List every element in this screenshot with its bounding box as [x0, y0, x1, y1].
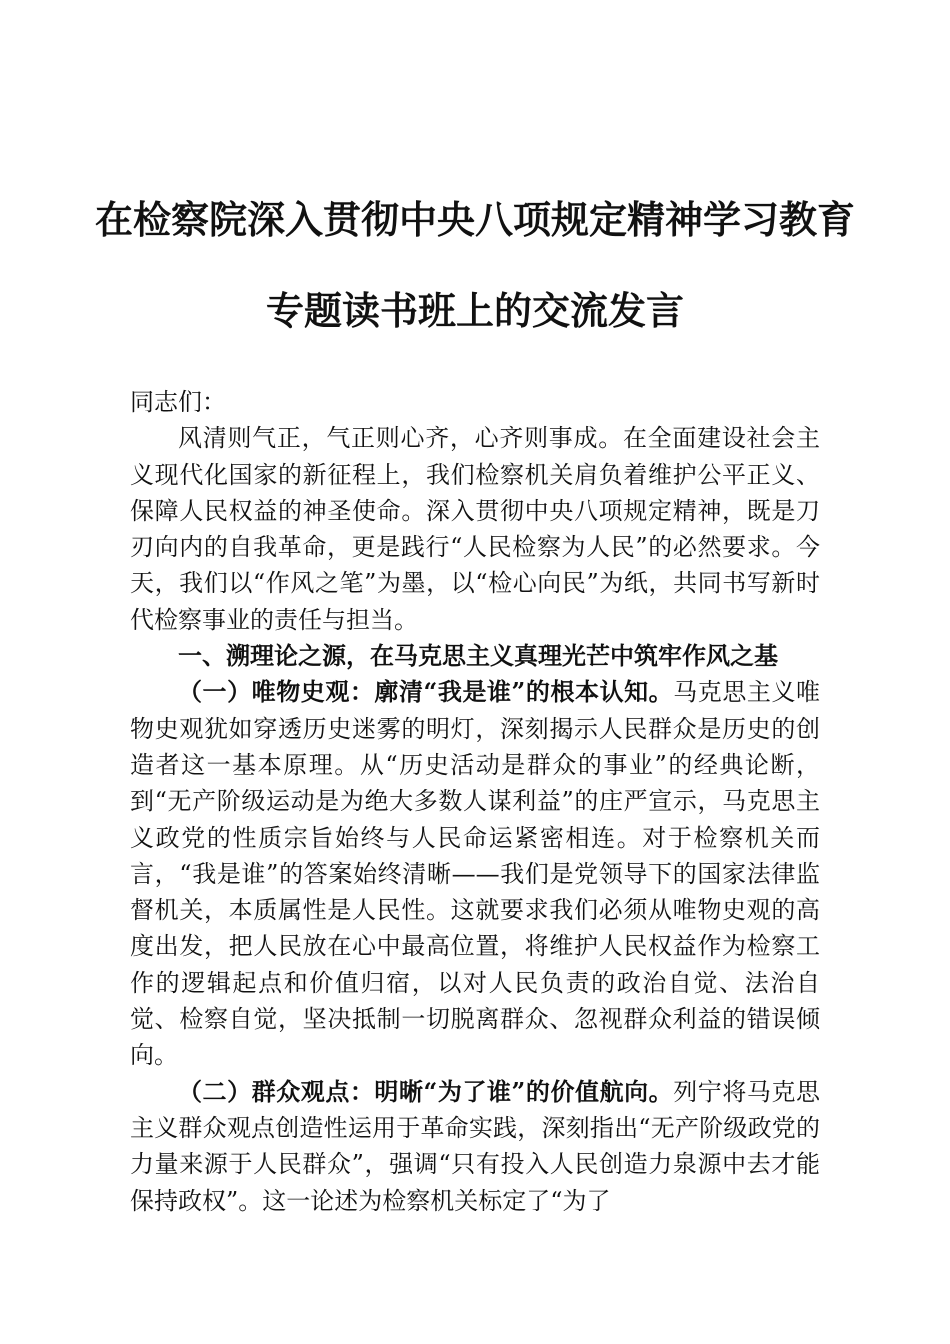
section-heading-1: 一、溯理论之源，在马克思主义真理光芒中筑牢作风之基 [178, 641, 778, 671]
salutation: 同志们： [130, 388, 226, 416]
intro-paragraph: 风清则气正，气正则心齐，心齐则事成。在全面建设社会主义现代化国家的新征程上，我们检察机关肩负着维护公平正义、保障人民权益的神圣使命。深入贯彻中央八项规定精神，既是刀刃向内的自我革命，更是践行“人民检察为人民”的必然要求。今天，我们以“作风之笔”为墨，以“检心向民”为纸，共同书写新时代检察事业的责任与担当。 [130, 424, 820, 634]
paragraph-item-2 [130, 1074, 820, 1219]
document-body [130, 384, 820, 1219]
item-1-text: 马克思主义唯物史观犹如穿透历史迷雾的明灯，深刻揭示人民群众是历史的创造者这一基本原理。从“历史活动是群众的事业”的经典论断，到“无产阶级运动是为绝大多数人谋利益”的庄严宣示，马克思主义政党的性质宗旨始终与人民命运紧密相连。对于检察机关而言，“我是谁”的答案始终清晰——我们是党领导下的国家法律监督机关，本质属性是人民性。这就要求我们必须从唯物史观的高度出发，把人民放在心中最高位置，将维护人民权益作为检察工作的逻辑起点和价值归宿，以对人民负责的政治自觉、法治自觉、检察自觉，坚决抵制一切脱离群众、忽视群众利益的错误倾向。 [130, 678, 821, 1070]
item-2-text: 列宁将马克思主义群众观点创造性运用于革命实践，深刻指出“无产阶级政党的力量来源于人民群众”，强调“只有投入人民创造力泉源中去才能保持政权”。这一论述为检察机关标定了“为了 [130, 1077, 821, 1215]
item-1-lead: （一）唯物史观：廓清“我是谁”的根本认知。 [178, 677, 674, 707]
document-title-line-1: 在检察院深入贯彻中央八项规定精神学习教育 [94, 197, 855, 242]
document-title-line-2: 专题读书班上的交流发言 [265, 288, 684, 333]
paragraph-item-1 [130, 674, 820, 1073]
item-2-lead: （二）群众观点：明晰“为了谁”的价值航向。 [178, 1076, 674, 1106]
